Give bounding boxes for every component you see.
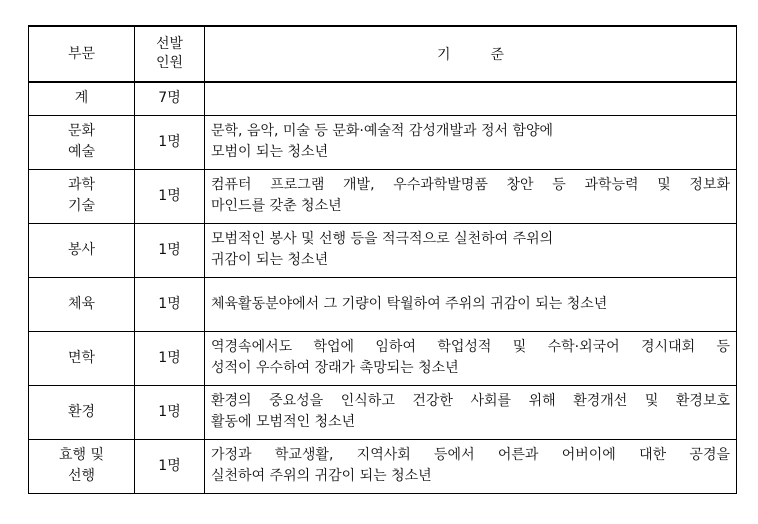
count-cell: 1명 [135,223,205,277]
table-row [29,331,737,385]
category-line2: 예술 [67,144,96,160]
table-row [29,277,737,331]
criteria-line2: 활동에 모범적인 청소년 [211,414,356,430]
criteria-line1: 컴퓨터 프로그램 개발, 우수과학발명품 창안 등 과학능력 및 정보화 [211,177,730,193]
criteria-line1: 가정과 학교생활, 지역사회 등에서 어른과 어버이에 대한 공경을 [211,447,730,463]
category-line1: 과학 [67,177,96,193]
criteria-line1: 문학, 음악, 미술 등 문화·예술적 감성개발과 정서 함양에 [211,123,554,139]
category-cell [29,223,135,277]
category-line1: 환경 [67,403,96,420]
count-cell: 1명 [135,439,205,493]
header-criteria [205,26,737,82]
selection-criteria-table [28,25,737,494]
total-criteria [205,82,737,115]
criteria-cell [205,223,737,277]
category-cell [29,439,135,493]
category-line1: 체육 [67,295,96,312]
total-count: 7명 [135,82,205,115]
table-row [29,169,737,223]
total-row [29,82,737,115]
table-header-row [29,26,737,82]
header-count-line2: 인원 [155,55,184,71]
count-cell: 1명 [135,277,205,331]
criteria-cell [205,385,737,439]
count-cell: 1명 [135,169,205,223]
criteria-line2: 성적이 우수하여 장래가 촉망되는 청소년 [211,360,459,376]
header-count-line1: 선발 [155,36,184,52]
table-row [29,223,737,277]
criteria-cell [205,439,737,493]
count-cell: 1명 [135,331,205,385]
criteria-cell [205,277,737,331]
criteria-line2: 마인드를 갖춘 청소년 [211,198,342,214]
count-cell: 1명 [135,115,205,169]
criteria-line1: 체육활동분야에서 그 기량이 탁월하여 주위의 귀감이 되는 청소년 [211,295,608,312]
criteria-line1: 모범적인 봉사 및 선행 등을 적극적으로 실천하여 주위의 [211,231,554,247]
category-cell [29,277,135,331]
criteria-cell [205,169,737,223]
header-category-label: 부문 [67,45,96,62]
category-cell [29,169,135,223]
criteria-line1: 환경의 중요성을 인식하고 건강한 사회를 위해 환경개선 및 환경보호 [211,393,730,409]
count-cell: 1명 [135,385,205,439]
category-cell [29,115,135,169]
criteria-line2: 실천하여 주위의 귀감이 되는 청소년 [211,468,432,484]
category-line1: 효행 및 [58,447,105,463]
header-count [135,26,205,82]
header-criteria-char1: 기 [436,47,451,63]
category-cell [29,385,135,439]
header-criteria-char2: 준 [490,47,505,63]
criteria-line2: 귀감이 되는 청소년 [211,252,329,268]
table-row [29,439,737,493]
table-row [29,115,737,169]
category-line1: 면학 [67,349,96,366]
criteria-line2: 모범이 되는 청소년 [211,144,329,160]
category-line2: 선행 [67,468,96,484]
total-category: 계 [29,82,135,115]
criteria-cell [205,331,737,385]
table-row [29,385,737,439]
category-line1: 문화 [67,123,96,139]
criteria-cell [205,115,737,169]
criteria-line1: 역경속에서도 학업에 임하여 학업성적 및 수학·외국어 경시대회 등 [211,339,730,355]
category-line2: 기술 [67,198,96,214]
category-cell [29,331,135,385]
category-line1: 봉사 [67,241,96,258]
header-category [29,26,135,82]
